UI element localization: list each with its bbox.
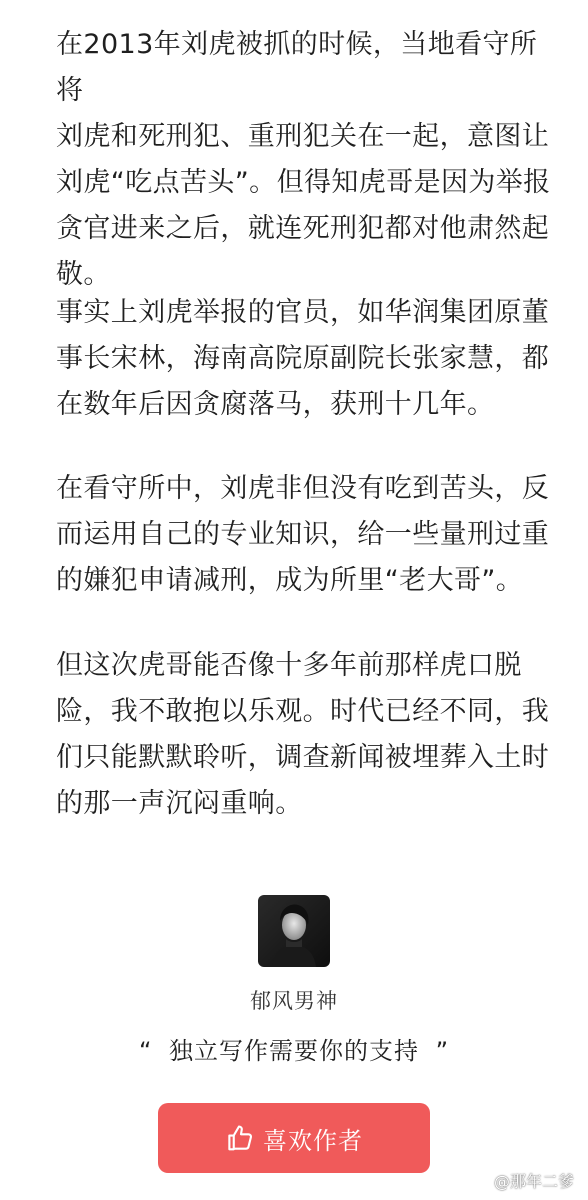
like-button-label: 喜欢作者 xyxy=(263,1126,363,1155)
weibo-watermark xyxy=(468,1169,574,1192)
article-paragraph: 在2013年刘虎被抓的时候，当地看守所将 刘虎和死刑犯、重刑犯关在一起，意图让 刘虎“吃点苦头”。但得知虎哥是因为举报 贪官进来之后，就连死刑犯都对他肃然起 敬。 xyxy=(56,29,551,290)
support-message: “ 独立写作需要你的支持 ” xyxy=(138,1037,450,1065)
like-author-button[interactable] xyxy=(158,1103,430,1173)
weibo-icon xyxy=(468,1172,490,1190)
article-paragraph: 在看守所中，刘虎非但没有吃到苦头，反 而运用自己的专业知识，给一些量刑过重 的嫌犯申请减刑，成为所里“老大哥”。 xyxy=(56,473,550,596)
author-card xyxy=(0,895,588,1066)
author-name[interactable]: 郁风男神 xyxy=(250,989,338,1013)
article-paragraph: 事实上刘虎举报的官员，如华润集团原董 事长宋林，海南高院原副院长张家慧，都 在数年后因贪腐落马，获刑十几年。 xyxy=(56,297,550,420)
avatar-image xyxy=(258,895,330,967)
watermark-text: @那年二爹 xyxy=(493,1172,574,1191)
author-avatar[interactable] xyxy=(258,895,330,967)
thumbs-up-icon xyxy=(225,1123,255,1153)
article-paragraph: 但这次虎哥能否像十多年前那样虎口脱 险，我不敢抱以乐观。时代已经不同，我 们只能默默聆听，调查新闻被埋葬入土时 的那一声沉闷重响。 xyxy=(56,650,550,819)
